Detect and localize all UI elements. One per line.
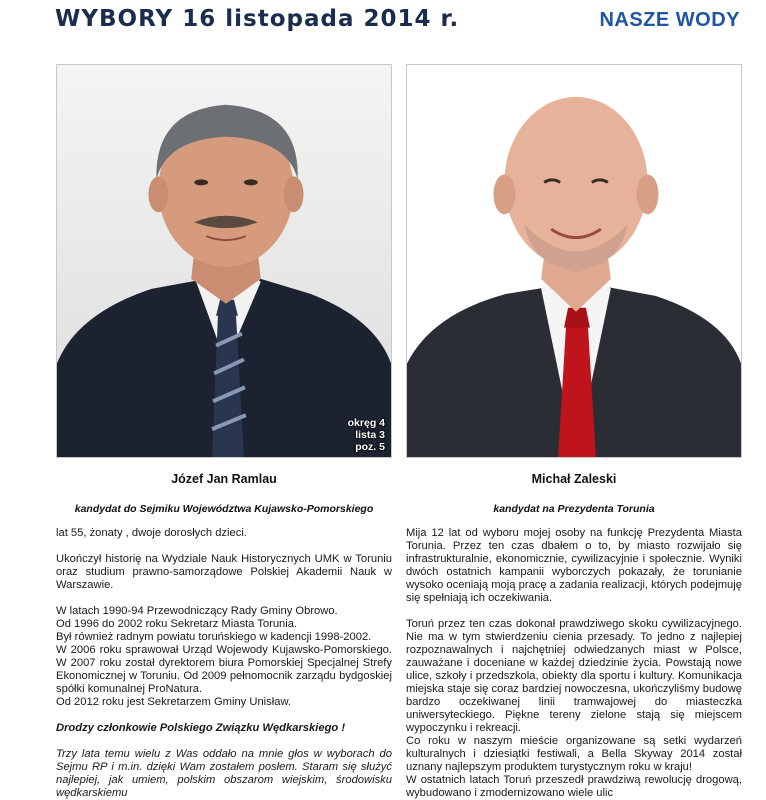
candidate-name: Józef Jan Ramlau — [171, 472, 277, 486]
bio-paragraph: W 2006 roku sprawował Urząd Wojewody Kujawsko-Pomorskiego. W 2007 roku został dyrektorem biura Pomorskiej Specjalnej Strefy Ekonomicznej w Toruniu. Od 2009 pełnomocnik zarządu bydgoskiej spółki komunalnej ProNatura. — [56, 644, 392, 695]
bio-paragraph: Co roku w naszym mieście organizowane są setki wydarzeń kulturalnych i dziesiątki festiwali, a Bella Skyway 2014 został uznany najlepszym produktem turystycznym roku w kraju! — [406, 735, 742, 773]
candidate-bio-ramlau — [56, 527, 392, 799]
bio-paragraph: Toruń przez ten czas dokonał prawdziwego skoku cywilizacyjnego. Nie ma w tym stwierdzeniu cienia przesady. To jedno z najlepiej rozpoznawalnych i najchętniej odwiedzanych miast w Polsce, zauważane i doceniane w każdej dziedzinie życia. Powstają nowe ulice, szkoły i przedszkola, obiekty dla sportu i kultury. Komunikacja miejska staje się coraz bardziej nowoczesna, ukończyliśmy budowę bardzo oczekiwanej linii tramwajowej do miasteczka uniwersyteckiego. Piękne tereny zielone stają się miejscem wypoczynku i rekreacji. — [406, 618, 742, 734]
district-label: okręg 4 — [347, 417, 385, 429]
newsletter-logo: NASZE WODY — [599, 9, 740, 31]
bio-paragraph: W latach 1990-94 Przewodniczący Rady Gminy Obrowo. — [56, 605, 338, 617]
position-label: poz. 5 — [355, 441, 385, 453]
bio-paragraph: Od 2012 roku jest Sekretarzem Gminy Unisław. — [56, 696, 292, 708]
candidate-role: kandydat na Prezydenta Torunia — [493, 503, 655, 515]
bio-paragraph: Od 1996 do 2002 roku Sekretarz Miasta Torunia. — [56, 618, 298, 630]
bio-paragraph: lat 55, żonaty , dwoje dorosłych dzieci. — [56, 527, 247, 539]
candidate-photo-zaleski — [406, 64, 742, 458]
district-info — [348, 417, 385, 453]
portrait-illustration — [57, 65, 391, 457]
bio-paragraph: Trzy lata temu wielu z Was oddało na mnie głos w wyborach do Sejmu RP i m.in. dzięki Wam zostałem posłem. Staram się służyć najlepiej, jak umiem, polskim obszarom wiejskim, środowisku wędkarskiemu — [56, 748, 392, 799]
bio-paragraph: Był również radnym powiatu toruńskiego w kadencji 1998-2002. — [56, 631, 372, 643]
candidate-role: kandydat do Sejmiku Województwa Kujawsko-Pomorskiego — [74, 503, 374, 515]
bio-paragraph: W ostatnich latach Toruń przeszedł prawdziwą rewolucję drogową, wybudowano i zmodernizowano wiele ulic — [406, 774, 742, 799]
page-title: WYBORY 16 listopada 2014 r. — [55, 6, 460, 32]
bio-paragraph: Mija 12 lat od wyboru mojej osoby na funkcję Prezydenta Miasta Torunia. Przez ten czas dbałem o to, by miasto rozwijało się infrastrukturalnie, ekonomicznie, cywilizacyjnie i społecznie. Wyniki dwóch ostatnich kampanii wyborczych pokazały, że torunianie wysoko oceniają moją pracę a zadania realizacji, których podejmuję się spełniają ich oczekiwania. — [406, 527, 742, 604]
list-label: lista 3 — [355, 429, 385, 441]
portrait-illustration — [407, 65, 741, 457]
candidate-name: Michał Zaleski — [531, 472, 617, 486]
bio-heading: Drodzy członkowie Polskiego Związku Wędkarskiego ! — [56, 722, 346, 734]
candidate-photo-ramlau — [56, 64, 392, 458]
candidate-bio-zaleski — [406, 527, 742, 799]
bio-paragraph: Ukończył historię na Wydziale Nauk Historycznych UMK w Toruniu oraz studium prawno-samorządowe Polskiej Akademii Nauk w Warszawie. — [56, 553, 392, 591]
